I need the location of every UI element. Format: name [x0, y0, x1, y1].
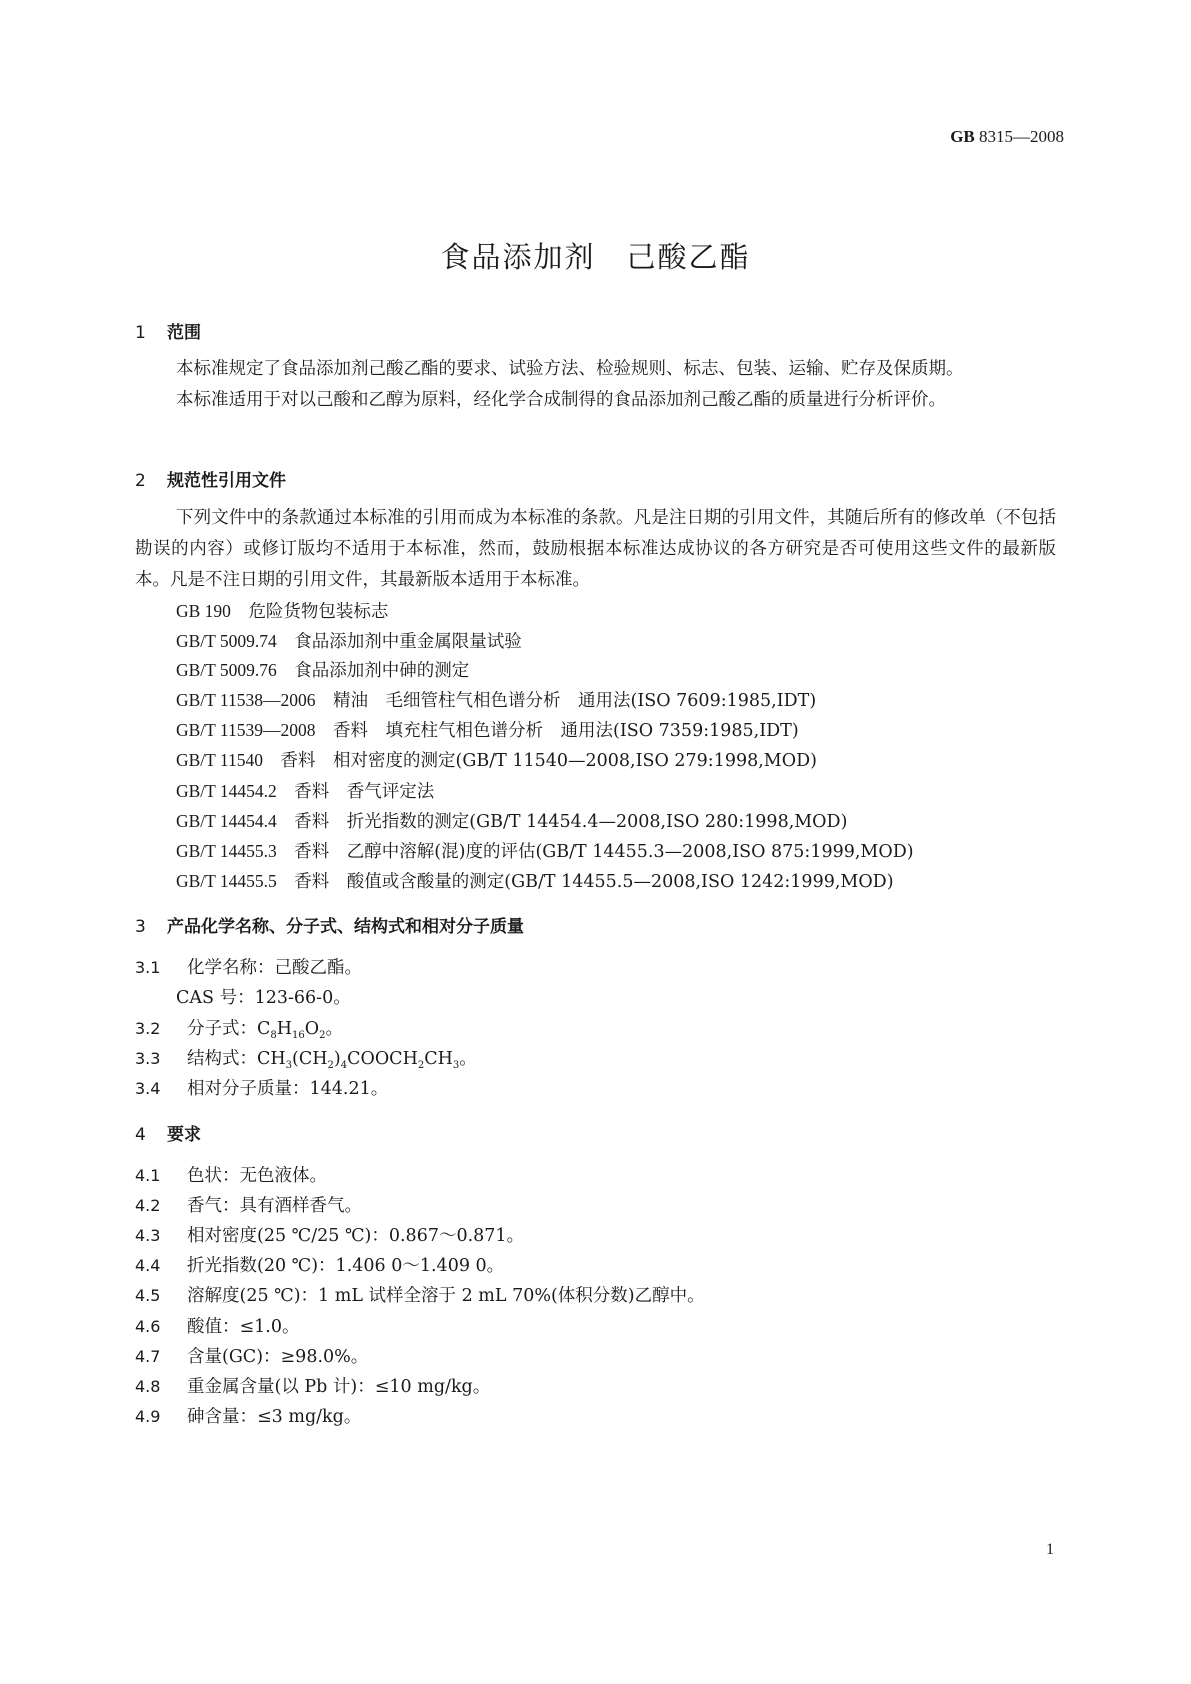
clause-text: 溶解度(25 ℃)：1 mL 试样全溶于 2 mL 70%(体积分数)乙醇中。	[187, 1286, 705, 1306]
clause-3-2	[135, 1015, 343, 1040]
clause-number: 4.9	[135, 1407, 161, 1426]
clause-label: 结构式：	[187, 1049, 257, 1069]
reference-title: 香料 酸值或含酸量的测定(GB/T 14455.5—2008,ISO 1242:1999,MOD)	[294, 872, 894, 892]
clause-number: 3.1	[135, 958, 161, 977]
reference-code: GB/T 11538—2006	[176, 690, 316, 710]
reference-title: 香料 香气评定法	[294, 782, 435, 802]
formula-subscript: 8	[270, 1030, 277, 1041]
structure-subscript: 3	[285, 1060, 293, 1071]
section-number: 2	[135, 471, 146, 491]
structure-subscript: 4	[340, 1060, 348, 1071]
requirement-item	[135, 1222, 524, 1247]
structure-part: CH	[424, 1049, 453, 1069]
clause-number: 4.3	[135, 1226, 161, 1245]
reference-code: GB/T 14454.4	[176, 811, 277, 831]
section-title: 要求	[167, 1125, 201, 1145]
clause-text: 折光指数(20 ℃)：1.406 0～1.409 0。	[187, 1256, 505, 1276]
reference-item	[176, 628, 522, 653]
clause-number: 4.7	[135, 1347, 161, 1366]
formula-c: C	[257, 1019, 271, 1039]
reference-title: 香料 相对密度的测定(GB/T 11540—2008,ISO 279:1998,MOD)	[280, 751, 817, 771]
structure-part: COOCH	[347, 1049, 418, 1069]
reference-title: 香料 乙醇中溶解(混)度的评估(GB/T 14455.3—2008,ISO 875:1999,MOD)	[294, 842, 914, 862]
requirement-item	[135, 1373, 490, 1398]
clause-text: 相对分子质量：144.21。	[187, 1079, 389, 1099]
reference-code: GB 190	[176, 601, 231, 621]
section-number: 1	[135, 323, 146, 343]
clause-number: 3.3	[135, 1049, 161, 1068]
section-1-body	[135, 354, 1056, 416]
formula-o: O	[304, 1019, 320, 1039]
page-number: 1	[1046, 1541, 1054, 1558]
section-4-heading	[135, 1120, 201, 1145]
reference-title: 食品添加剂中重金属限量试验	[294, 632, 522, 652]
clause-3-3	[135, 1045, 477, 1070]
standard-number	[950, 127, 1064, 147]
standard-code: 8315—2008	[979, 127, 1064, 146]
requirement-item	[135, 1403, 361, 1428]
clause-3-4	[135, 1075, 388, 1100]
section-title: 范围	[167, 323, 201, 343]
clause-number: 4.1	[135, 1166, 161, 1185]
reference-item	[176, 687, 816, 712]
clause-number: 4.5	[135, 1286, 161, 1305]
section-2-heading	[135, 466, 286, 491]
reference-code: GB/T 5009.74	[176, 631, 277, 651]
clause-number: 3.2	[135, 1019, 161, 1038]
reference-item	[176, 808, 847, 833]
reference-code: GB/T 11540	[176, 750, 264, 770]
reference-item	[176, 598, 388, 623]
paragraph: 下列文件中的条款通过本标准的引用而成为本标准的条款。凡是注日期的引用文件，其随后所有的修改单（不包括勘误的内容）或修订版均不适用于本标准，然而，鼓励根据本标准达成协议的各方研究是否可使用这些文件的最新版本。凡是不注日期的引用文件，其最新版本适用于本标准。	[135, 508, 1056, 590]
reference-item	[176, 657, 469, 682]
section-3-heading	[135, 912, 524, 937]
reference-code: GB/T 11539—2008	[176, 720, 316, 740]
formula-h: H	[276, 1019, 293, 1039]
reference-item	[176, 717, 799, 742]
paragraph: 本标准规定了食品添加剂己酸乙酯的要求、试验方法、检验规则、标志、包装、运输、贮存及保质期。	[176, 359, 964, 379]
formula-subscript: 16	[292, 1030, 305, 1041]
reference-title: 香料 填充柱气相色谱分析 通用法(ISO 7359:1985,IDT)	[333, 721, 799, 741]
structure-part: CH	[257, 1049, 286, 1069]
reference-title: 食品添加剂中砷的测定	[294, 661, 470, 681]
reference-title: 精油 毛细管柱气相色谱分析 通用法(ISO 7609:1985,IDT)	[333, 691, 817, 711]
clause-text: 重金属含量(以 Pb 计)：≤10 mg/kg。	[187, 1377, 491, 1397]
clause-text: 色状：无色液体。	[187, 1166, 327, 1186]
paragraph: 本标准适用于对以己酸和乙醇为原料，经化学合成制得的食品添加剂己酸乙酯的质量进行分析评价。	[176, 390, 946, 410]
requirement-item	[135, 1313, 300, 1338]
reference-item	[176, 747, 817, 772]
clause-number: 4.6	[135, 1317, 161, 1336]
clause-label: 分子式：	[187, 1019, 257, 1039]
cas-number: CAS 号：123-66-0。	[176, 988, 351, 1008]
formula-end: 。	[325, 1019, 343, 1039]
section-1-heading	[135, 318, 201, 343]
clause-number: 4.2	[135, 1196, 161, 1215]
section-number: 4	[135, 1125, 146, 1145]
clause-number: 4.8	[135, 1377, 161, 1396]
structure-subscript: 2	[417, 1060, 425, 1071]
reference-code: GB/T 14455.5	[176, 871, 277, 891]
reference-code: GB/T 5009.76	[176, 660, 277, 680]
requirement-item	[135, 1162, 327, 1187]
clause-number: 3.4	[135, 1079, 161, 1098]
requirement-item	[135, 1343, 368, 1368]
clause-text: 砷含量：≤3 mg/kg。	[187, 1407, 362, 1427]
reference-title: 香料 折光指数的测定(GB/T 14454.4—2008,ISO 280:1998,MOD)	[294, 812, 848, 832]
requirement-item	[135, 1252, 504, 1277]
reference-item	[176, 868, 894, 893]
document-title: 食品添加剂 己酸乙酯	[440, 240, 751, 274]
reference-title: 危险货物包装标志	[248, 602, 389, 622]
reference-item	[176, 778, 434, 803]
section-title: 产品化学名称、分子式、结构式和相对分子质量	[167, 917, 524, 937]
reference-code: GB/T 14455.3	[176, 841, 277, 861]
section-2-body	[135, 503, 1056, 596]
section-number: 3	[135, 917, 146, 937]
clause-3-1	[135, 954, 362, 979]
standard-prefix: GB	[950, 127, 975, 146]
clause-text: 化学名称：己酸乙酯。	[187, 958, 362, 978]
reference-item	[176, 838, 914, 863]
requirement-item	[135, 1192, 362, 1217]
formula-subscript: 2	[319, 1030, 326, 1041]
structure-part: )	[333, 1049, 341, 1069]
clause-text: 香气：具有酒样香气。	[187, 1196, 362, 1216]
reference-code: GB/T 14454.2	[176, 781, 277, 801]
clause-number: 4.4	[135, 1256, 161, 1275]
clause-text: 酸值：≤1.0。	[187, 1317, 300, 1337]
requirement-item	[135, 1282, 705, 1307]
section-title: 规范性引用文件	[167, 471, 286, 491]
structure-subscript: 2	[327, 1060, 334, 1071]
structure-subscript: 3	[452, 1060, 460, 1071]
structure-end: 。	[459, 1049, 477, 1069]
clause-text: 含量(GC)：≥98.0%。	[187, 1347, 369, 1367]
structure-part: (CH	[292, 1049, 328, 1069]
clause-text: 相对密度(25 ℃/25 ℃)：0.867～0.871。	[187, 1226, 525, 1246]
